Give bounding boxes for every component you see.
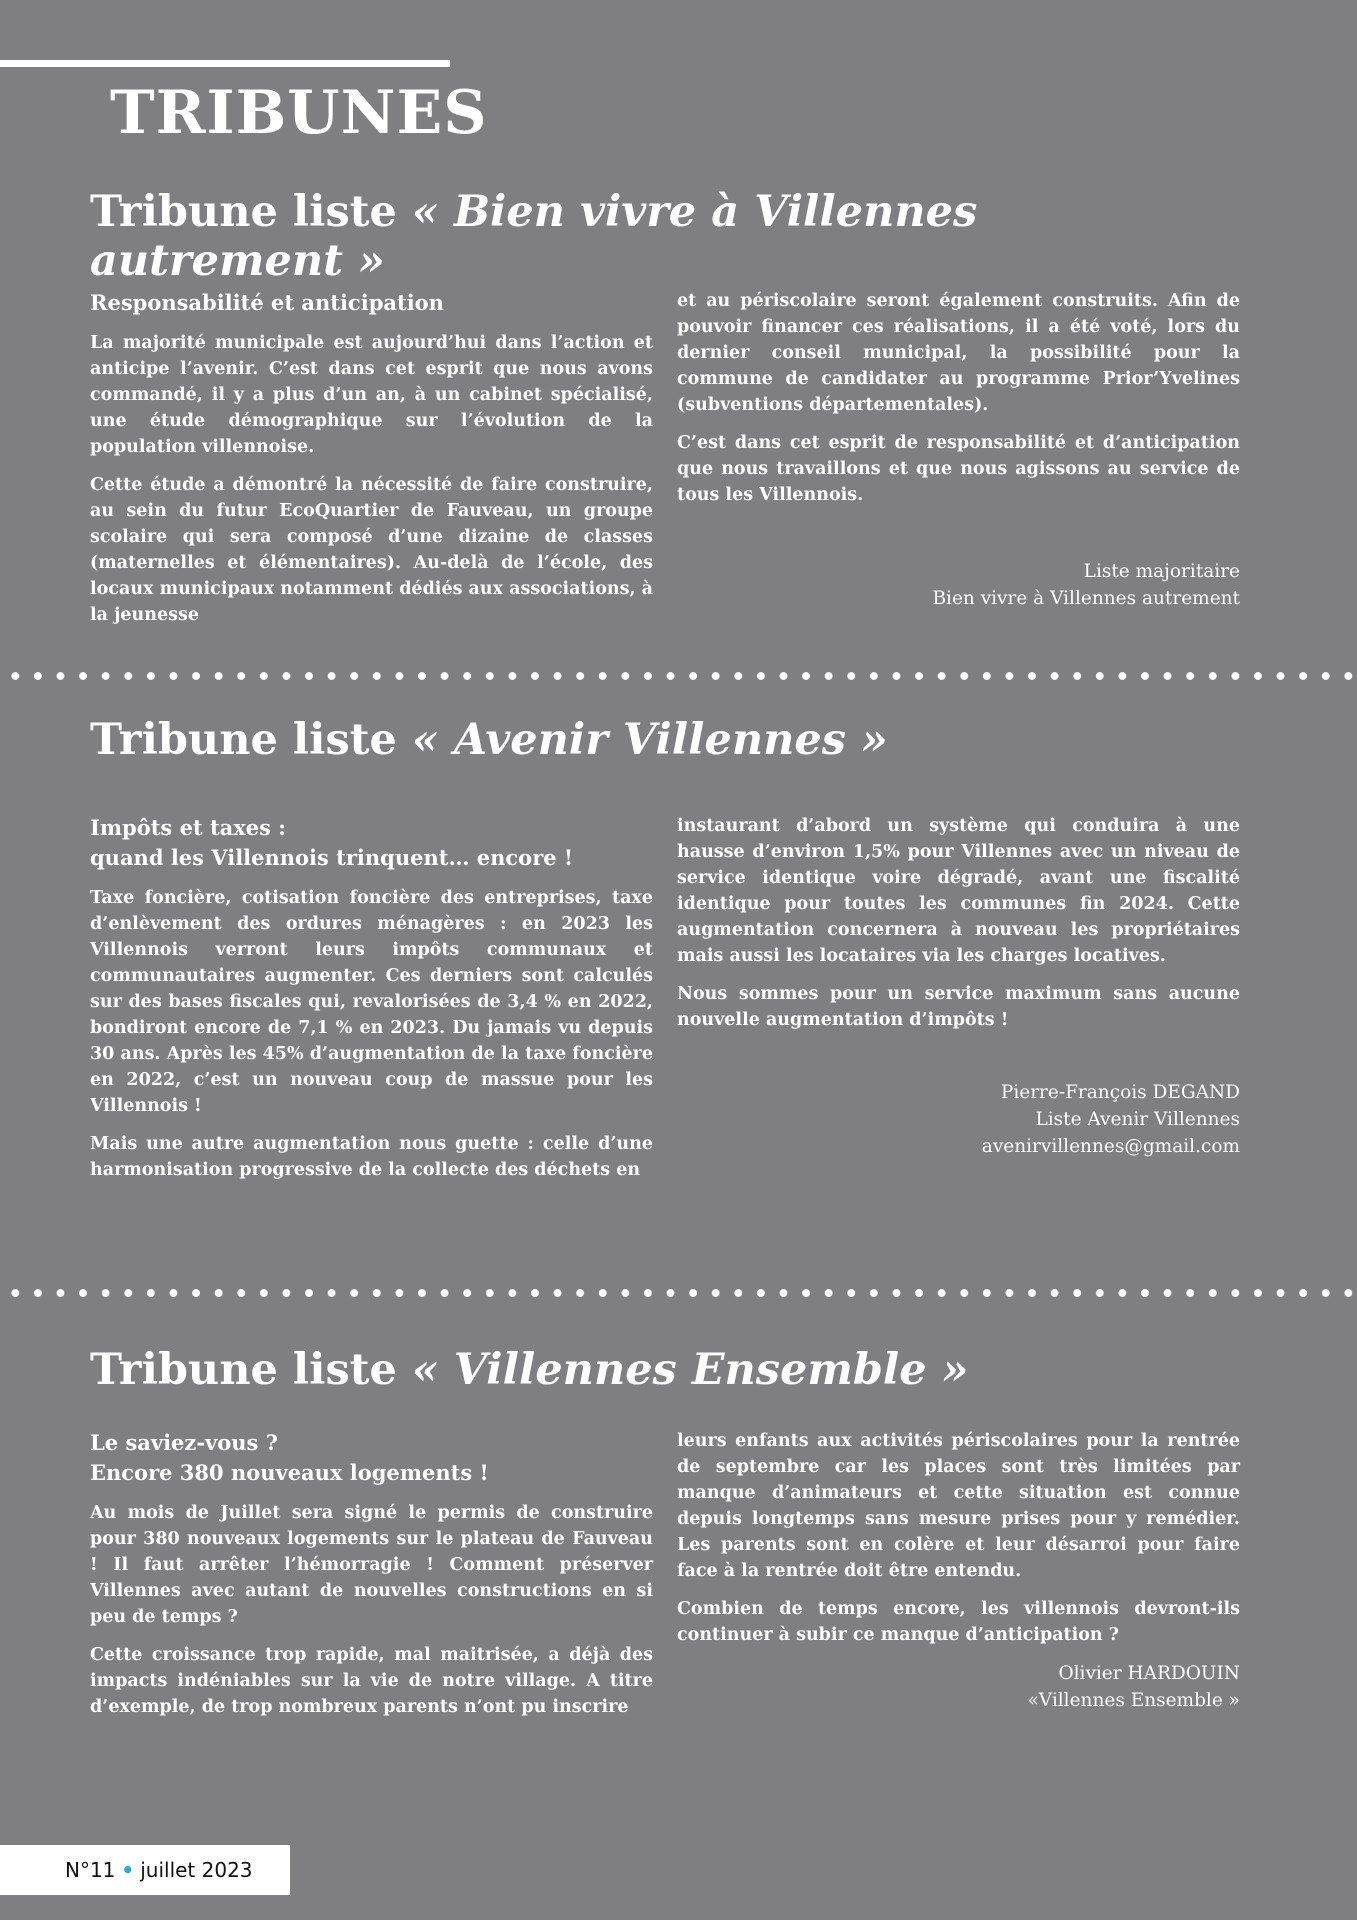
signature-email: avenirvillennes@gmail.com	[981, 1136, 1240, 1157]
subtitle-line: Impôts et taxes :	[90, 815, 287, 840]
left-column	[90, 1428, 653, 1732]
paragraph: Combien de temps encore, les villennois devront-ils continuer à subir ce manque d’anticipation ?	[677, 1599, 1240, 1645]
section-title-prefix: Tribune liste	[90, 187, 412, 237]
signature-line: Bien vivre à Villennes autrement	[932, 588, 1240, 609]
two-column-text	[90, 1428, 1240, 1732]
paragraph: leurs enfants aux activités périscolaires pour la rentrée de septembre car les places sont très limitées par manque d’animateurs et cette situation est connue depuis longtemps sans mesure prises pour y remédier. Les parents sont en colère et leur désarroi pour faire face à la rentrée doit être entendu.	[677, 1431, 1240, 1581]
paragraph: instaurant d’abord un système qui conduira à une hausse d’environ 1,5% pour Villennes avec un niveau de service identique voire dégradé, avant une fiscalité identique pour toutes les communes fin 2024. Cette augmentation concernera à nouveau les propriétaires mais aussi les locataires via les charges locatives.	[677, 816, 1240, 966]
right-column	[677, 813, 1240, 1195]
section-title-name: « Bien vivre à Villennes autrement »	[90, 187, 978, 287]
footer-issue-box	[0, 1845, 290, 1895]
section-title-name: « Villennes Ensemble »	[411, 1345, 969, 1395]
signature-line: «Villennes Ensemble »	[1027, 1690, 1240, 1711]
bullet-separator: •	[121, 1858, 135, 1882]
section-title	[90, 1346, 1240, 1395]
signature-line: Liste Avenir Villennes	[1035, 1109, 1240, 1130]
signature	[677, 1660, 1240, 1714]
paragraph: Au mois de Juillet sera signé le permis de construire pour 380 nouveaux logements sur le plateau de Fauveau ! Il faut arrêter l’hémorragie ! Comment préserver Villennes avec autant de nouvelles constructions en si peu de temps ?	[90, 1503, 653, 1627]
signature-line: Olivier HARDOUIN	[1058, 1663, 1240, 1684]
subtitle-line: Responsabilité et anticipation	[90, 290, 444, 315]
subtitle-line: Encore 380 nouveaux logements !	[90, 1460, 489, 1485]
section-subtitle	[90, 1428, 653, 1488]
two-column-text	[90, 288, 1240, 640]
two-column-text	[90, 813, 1240, 1195]
paragraph: Cette croissance trop rapide, mal maitrisée, a déjà des impacts indéniables sur la vie de notre village. A titre d’exemple, de trop nombreux parents n’ont pu inscrire	[90, 1645, 653, 1717]
tribune-avenir-villennes	[90, 715, 1240, 1180]
signature-line: Liste majoritaire	[1083, 561, 1240, 582]
issue-date: juillet 2023	[140, 1858, 253, 1882]
paragraph: Nous sommes pour un service maximum sans aucune nouvelle augmentation d’impôts !	[677, 984, 1240, 1030]
right-column	[677, 1428, 1240, 1732]
section-subtitle	[90, 288, 653, 318]
section-title	[90, 188, 1240, 287]
paragraph: C’est dans cet esprit de responsabilité et d’anticipation que nous travaillons et que nous agissons au service de tous les Villennois.	[677, 433, 1240, 505]
paragraph: Cette étude a démontré la nécessité de faire construire, au sein du futur EcoQuartier de Fauveau, un groupe scolaire qui sera composé d’une dizaine de classes (maternelles et élémentaires). Au-delà de l’école, des locaux municipaux notamment dédiés aux associations, à la jeunesse	[90, 475, 653, 625]
tribune-villennes-ensemble	[90, 1345, 1240, 1717]
dotted-separator	[0, 1288, 1357, 1298]
subtitle-line: Le saviez-vous ?	[90, 1430, 278, 1455]
dotted-separator	[0, 671, 1357, 681]
subtitle-line: quand les Villennois trinquent… encore !	[90, 845, 574, 870]
paragraph: La majorité municipale est aujourd’hui dans l’action et anticipe l’avenir. C’est dans cet esprit que nous avons commandé, il y a plus d’un an, à un cabinet spécialisé, une étude démographique sur l’évolution de la population villennoise.	[90, 333, 653, 457]
section-title-prefix: Tribune liste	[90, 715, 412, 765]
paragraph: et au périscolaire seront également construits. Afin de pouvoir financer ces réalisations, il a été voté, lors du dernier conseil municipal, la possibilité pour la commune de candidater au programme Prior’Yvelines (subventions départementales).	[677, 291, 1240, 415]
paragraph: Mais une autre augmentation nous guette : celle d’une harmonisation progressive de la collecte des déchets en	[90, 1134, 653, 1180]
signature	[677, 558, 1240, 612]
right-column	[677, 288, 1240, 640]
signature	[677, 1079, 1240, 1160]
section-title-prefix: Tribune liste	[90, 1345, 412, 1395]
page-title: TRIBUNES	[110, 78, 488, 148]
left-column	[90, 288, 653, 640]
section-title-name: « Avenir Villennes »	[411, 715, 888, 765]
paragraph: Taxe foncière, cotisation foncière des entreprises, taxe d’enlèvement des ordures ménagères : en 2023 les Villennois verront leurs impôts communaux et communautaires augmenter. Ces derniers sont calculés sur des bases fiscales qui, revalorisées de 3,4 % en 2022, bondiront encore de 7,1 % en 2023. Du jamais vu depuis 30 ans. Après les 45% d’augmentation de la taxe foncière en 2022, c’est un nouveau coup de massue pour les Villennois !	[90, 888, 653, 1116]
section-subtitle	[90, 813, 653, 873]
signature-line: Pierre-François DEGAND	[1000, 1082, 1240, 1103]
issue-number: N°11	[65, 1858, 116, 1882]
tribune-bien-vivre	[90, 187, 1240, 625]
top-rule	[0, 60, 450, 67]
section-title	[90, 716, 1240, 765]
left-column	[90, 813, 653, 1195]
